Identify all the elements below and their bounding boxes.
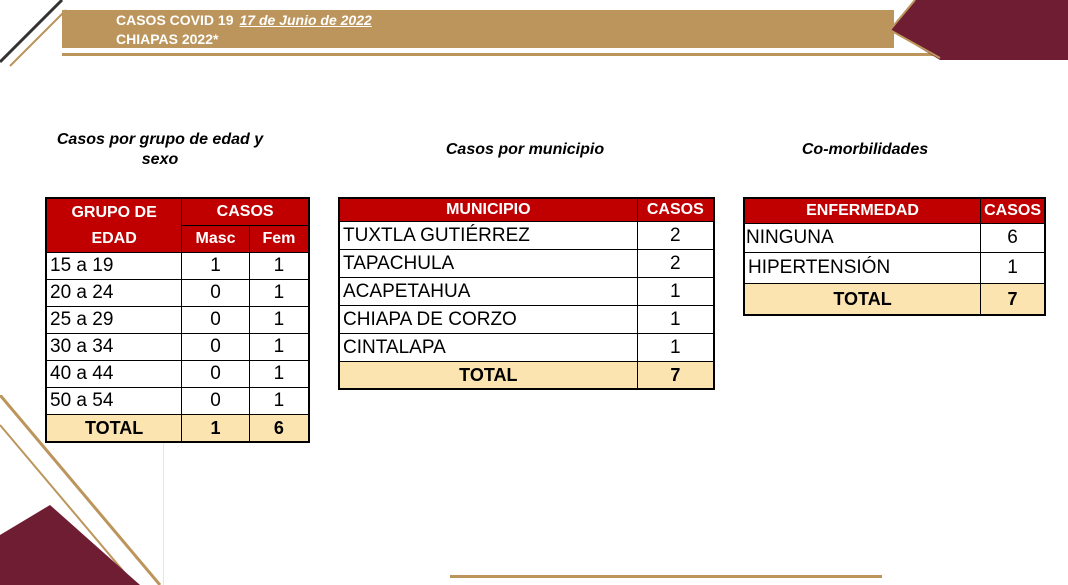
header-municipality: MUNICIPIO [339, 198, 637, 222]
table-row: 20 a 24 0 1 [46, 280, 309, 307]
report-title: CASOS COVID 19 17 de Junio de 2022 [116, 12, 372, 28]
header-age-group: GRUPO DE EDAD [46, 198, 182, 253]
left-vertical-divider [163, 432, 164, 585]
top-right-corner-decoration [880, 0, 1068, 62]
header-cases: CASOS [981, 198, 1045, 224]
bottom-gold-line [450, 575, 882, 578]
report-subtitle: CHIAPAS 2022* [116, 31, 219, 47]
total-row: TOTAL 7 [339, 362, 714, 390]
caption-age-sex: Casos por grupo de edad y sexo [56, 131, 264, 168]
table-row: CINTALAPA 1 [339, 334, 714, 362]
caption-municipality: Casos por municipio [445, 141, 605, 158]
table-row: TUXTLA GUTIÉRREZ 2 [339, 222, 714, 250]
header-masc: Masc [182, 226, 250, 253]
table-row: 50 a 54 0 1 [46, 388, 309, 415]
table-row: NINGUNA 6 [744, 224, 1045, 253]
total-row: TOTAL 7 [744, 284, 1045, 316]
age-sex-table [45, 197, 310, 443]
header-cases: CASOS [637, 198, 714, 222]
table-row: HIPERTENSIÓN 1 [744, 253, 1045, 284]
table-row: 40 a 44 0 1 [46, 361, 309, 388]
total-row: TOTAL 1 6 [46, 415, 309, 443]
table-row: 25 a 29 0 1 [46, 307, 309, 334]
header-disease: ENFERMEDAD [744, 198, 981, 224]
table-row: CHIAPA DE CORZO 1 [339, 306, 714, 334]
header-fem: Fem [249, 226, 309, 253]
header-cases: CASOS [182, 198, 309, 226]
caption-comorbidities: Co-morbilidades [801, 141, 929, 158]
comorbidity-table [743, 197, 1046, 316]
top-left-corner-decoration [0, 0, 70, 70]
table-row: TAPACHULA 2 [339, 250, 714, 278]
municipality-table [338, 197, 715, 390]
table-row: 15 a 19 1 1 [46, 253, 309, 280]
table-row: 30 a 34 0 1 [46, 334, 309, 361]
report-date: 17 de Junio de 2022 [239, 12, 372, 28]
table-row: ACAPETAHUA 1 [339, 278, 714, 306]
